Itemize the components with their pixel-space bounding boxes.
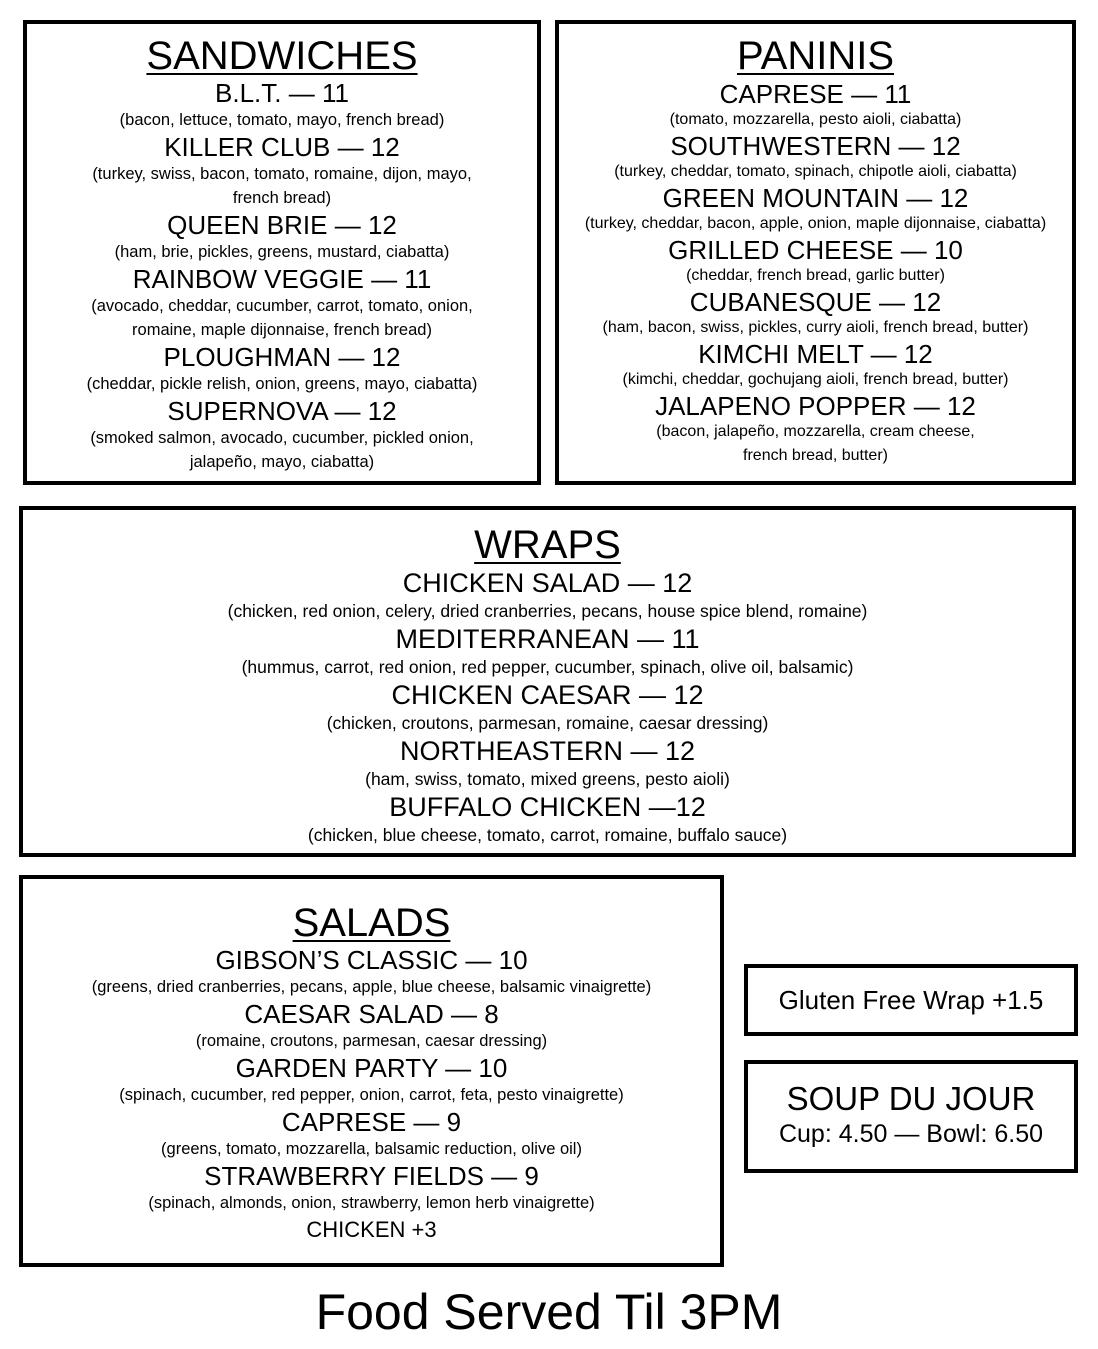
menu-item-description: (turkey, cheddar, bacon, apple, onion, maple dijonnaise, ciabatta)	[584, 215, 1047, 232]
menu-item-description: french bread)	[232, 189, 332, 207]
menu-item-name: PLOUGHMAN — 12	[163, 342, 401, 372]
menu-item-name: SOUTHWESTERN — 12	[670, 131, 961, 161]
menu-item-name: B.L.T. — 11	[215, 78, 349, 108]
salads-section	[19, 875, 724, 1267]
section-title: WRAPS	[474, 523, 621, 567]
section-title: SALADS	[292, 901, 451, 945]
menu-item-name: KIMCHI MELT — 12	[698, 339, 933, 369]
menu-item-description: romaine, maple dijonnaise, french bread)	[132, 321, 432, 339]
menu-item-name: CHICKEN SALAD — 12	[402, 568, 693, 598]
menu-item-name: CAPRESE — 9	[281, 1107, 462, 1137]
menu-item-description: (ham, swiss, tomato, mixed greens, pesto aioli)	[365, 769, 730, 789]
menu-item-name: SUPERNOVA — 12	[167, 396, 397, 426]
menu-item-description: (kimchi, cheddar, gochujang aioli, french bread, butter)	[622, 371, 1009, 388]
menu-item-name: RAINBOW VEGGIE — 11	[132, 264, 432, 294]
menu-item-name: STRAWBERRY FIELDS — 9	[204, 1161, 539, 1191]
section-title: PANINIS	[736, 34, 895, 78]
menu-item-description: (hummus, carrot, red onion, red pepper, cucumber, spinach, olive oil, balsamic)	[241, 657, 854, 677]
gluten-free-box	[744, 964, 1078, 1036]
menu-item-description: (turkey, cheddar, tomato, spinach, chipotle aioli, ciabatta)	[614, 163, 1017, 180]
menu-item-name: CAPRESE — 11	[719, 79, 912, 109]
menu-item-description: (avocado, cheddar, cucumber, carrot, tomato, onion,	[91, 297, 473, 315]
salad-add-on: CHICKEN +3	[306, 1217, 437, 1242]
menu-item-description: (chicken, blue cheese, tomato, carrot, romaine, buffalo sauce)	[307, 825, 788, 845]
section-title: SANDWICHES	[146, 34, 418, 78]
menu-item-name: BUFFALO CHICKEN —12	[389, 792, 706, 822]
menu-item-description: (ham, brie, pickles, greens, mustard, ciabatta)	[114, 243, 450, 261]
paninis-section	[555, 20, 1076, 485]
menu-item-name: CUBANESQUE — 12	[689, 287, 942, 317]
menu-item-description: (spinach, almonds, onion, strawberry, lemon herb vinaigrette)	[148, 1194, 595, 1212]
menu-item-name: CHICKEN CAESAR — 12	[391, 680, 704, 710]
menu-item-description: (romaine, croutons, parmesan, caesar dressing)	[195, 1032, 548, 1050]
menu-item-description: jalapeño, mayo, ciabatta)	[189, 453, 375, 471]
menu-item-name: MEDITERRANEAN — 11	[395, 624, 700, 654]
gluten-free-note: Gluten Free Wrap +1.5	[778, 985, 1044, 1015]
menu-item-name: QUEEN BRIE — 12	[167, 210, 397, 240]
menu-item-description: (greens, dried cranberries, pecans, apple, blue cheese, balsamic vinaigrette)	[91, 978, 652, 996]
menu-item-description: (smoked salmon, avocado, cucumber, pickled onion,	[90, 429, 474, 447]
menu-item-description: (cheddar, pickle relish, onion, greens, mayo, ciabatta)	[86, 375, 478, 393]
soup-prices: Cup: 4.50 — Bowl: 6.50	[778, 1120, 1044, 1148]
soup-box	[744, 1060, 1078, 1173]
menu-item-name: KILLER CLUB — 12	[164, 132, 400, 162]
sandwiches-section	[23, 20, 541, 485]
footer-hours: Food Served Til 3PM	[315, 1284, 783, 1340]
menu-item-description: (chicken, red onion, celery, dried cranberries, pecans, house spice blend, romaine)	[227, 601, 868, 621]
wraps-section	[19, 506, 1076, 857]
menu-item-name: JALAPENO POPPER — 12	[655, 391, 976, 421]
menu-item-name: GIBSON’S CLASSIC — 10	[215, 945, 528, 975]
menu-item-description: (ham, bacon, swiss, pickles, curry aioli, french bread, butter)	[602, 319, 1029, 336]
menu-item-name: GARDEN PARTY — 10	[235, 1053, 508, 1083]
menu-item-description: (tomato, mozzarella, pesto aioli, ciabatta)	[669, 111, 962, 128]
menu-item-name: GRILLED CHEESE — 10	[668, 235, 963, 265]
menu-item-description: (bacon, lettuce, tomato, mayo, french bread)	[119, 111, 445, 129]
menu-item-description: (bacon, jalapeño, mozzarella, cream cheese,	[656, 423, 975, 440]
menu-item-description: (spinach, cucumber, red pepper, onion, carrot, feta, pesto vinaigrette)	[119, 1086, 624, 1104]
menu-item-description: (turkey, swiss, bacon, tomato, romaine, dijon, mayo,	[92, 165, 472, 183]
soup-title: SOUP DU JOUR	[786, 1080, 1036, 1117]
menu-item-name: GREEN MOUNTAIN — 12	[662, 183, 969, 213]
menu-item-name: NORTHEASTERN — 12	[399, 736, 696, 766]
menu-item-description: (greens, tomato, mozzarella, balsamic reduction, olive oil)	[161, 1140, 582, 1158]
menu-item-description: (chicken, croutons, parmesan, romaine, caesar dressing)	[326, 713, 769, 733]
menu-item-description: (cheddar, french bread, garlic butter)	[686, 267, 945, 284]
menu-item-description: french bread, butter)	[743, 447, 888, 464]
menu-item-name: CAESAR SALAD — 8	[244, 999, 499, 1029]
